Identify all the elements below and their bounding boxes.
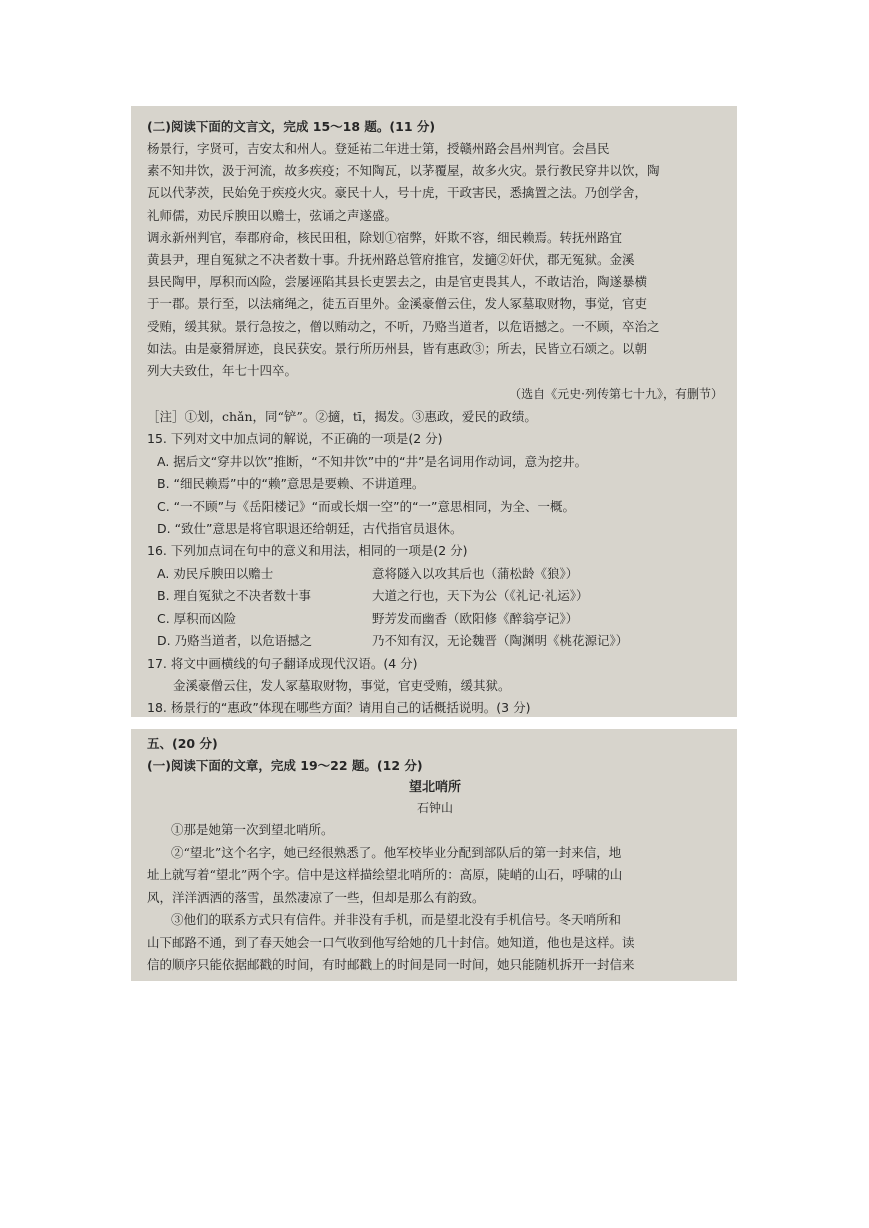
article-line: ①那是她第一次到望北哨所。 — [171, 822, 334, 837]
passage-line: 瓦以代茅茨，民始免于疾疫火灾。豪民十人，号十虎，干政害民，悉擒置之法。乃创学舍， — [147, 185, 648, 201]
option-left: B. 理自冤狱之不决者数十事 — [157, 588, 312, 604]
translation-sentence: 金溪豪僧云住，发人冢墓取财物，事觉，官吏受贿，缓其狱。 — [173, 677, 511, 693]
option-row — [147, 630, 723, 652]
section-heading: (二)阅读下面的文言文，完成 15～18 题。(11 分) — [147, 119, 436, 134]
exam-photo-classical-chinese — [131, 106, 737, 717]
article-author: 石钟山 — [416, 801, 453, 815]
option-left: C. 厚积而凶险 — [157, 610, 237, 626]
passage-source: （选自《元史·列传第七十九》，有删节） — [509, 387, 723, 402]
passage-note: ［注］①划，chǎn，同“铲”。②擿，tī，揭发。③惠政，爱民的政绩。 — [147, 409, 537, 425]
article-line: ②“望北”这个名字，她已经很熟悉了。他军校毕业分配到部队后的第一封来信，地 — [171, 844, 622, 860]
option-right: 乃不知有汉，无论魏晋（陶渊明《桃花源记》） — [372, 633, 629, 649]
question-17 — [147, 653, 723, 697]
question-option: D. “致仕”意思是将官职退还给朝廷，古代指官员退休。 — [157, 521, 463, 537]
question-option: B. “细民赖焉”中的“赖”意思是要赖、不讲道理。 — [157, 476, 425, 492]
question-16 — [147, 540, 723, 652]
passage-line: 素不知井饮，汲于河流，故多疾疫；不知陶瓦，以茅覆屋，故多火灾。景行教民穿井以饮，陶 — [147, 163, 660, 179]
article-line: 址上就写着“望北”两个字。信中是这样描绘望北哨所的：高原，陡峭的山石，呼啸的山 — [147, 867, 623, 882]
question-stem: 18. 杨景行的“惠政”体现在哪些方面？请用自己的话概括说明。(3 分) — [147, 699, 531, 715]
passage-line: 黄县尹，理自冤狱之不决者数十事。升抚州路总管府推官，发擿②奸伏，郡无冤狱。金溪 — [147, 252, 635, 268]
option-left: D. 乃赂当道者，以危语撼之 — [157, 633, 313, 649]
question-18 — [147, 697, 723, 717]
question-stem: 17. 将文中画横线的句子翻译成现代汉语。(4 分) — [147, 655, 418, 671]
article-line: 山下邮路不通，到了春天她会一口气收到他写给她的几十封信。她知道，他也是这样。读 — [147, 934, 635, 950]
passage-line: 于一郡。景行至，以法痛绳之，徒五百里外。金溪豪僧云住，发人冢墓取财物，事觉，官吏 — [147, 296, 648, 312]
passage-line: 受贿，缓其狱。景行急按之，僧以贿动之，不听，乃赂当道者，以危语撼之。一不顾，卒治之 — [147, 318, 660, 334]
sub-heading: (一)阅读下面的文章，完成 19～22 题。(12 分) — [147, 758, 423, 773]
passage-line: 县民陶甲，厚积而凶险，尝屡诬陷其县长吏罢去之，由是官吏畏其人，不敢诘治，陶遂暴横 — [147, 274, 648, 290]
article-line: ③他们的联系方式只有信件。并非没有手机，而是望北没有手机信号。冬天哨所和 — [171, 912, 622, 927]
option-row — [147, 585, 723, 607]
passage-line: 如法。由是豪猾屏迹，良民获安。景行所历州县，皆有惠政③；所去，民皆立石颂之。以朝 — [147, 340, 648, 356]
question-stem: 16. 下列加点词在句中的意义和用法，相同的一项是(2 分) — [147, 543, 468, 559]
question-option: A. 据后文“穿井以饮”推断，“不知井饮”中的“井”是名词用作动词，意为挖井。 — [157, 453, 588, 469]
option-right: 野芳发而幽香（欧阳修《醉翁亭记》） — [372, 610, 579, 626]
exam-photo-modern-reading — [131, 729, 737, 981]
question-15 — [147, 428, 723, 540]
article-line: 风，洋洋洒洒的落雪，虽然凄凉了一些，但却是那么有韵致。 — [147, 889, 485, 905]
option-right: 大道之行也，天下为公（《礼记·礼运》） — [372, 588, 589, 604]
option-right: 意将隧入以攻其后也（蒲松龄《狼》） — [372, 565, 579, 581]
question-stem: 15. 下列对文中加点词的解说，不正确的一项是(2 分) — [147, 431, 443, 447]
passage-line: 杨景行，字贤可，吉安太和州人。登延祐二年进士第，授赣州路会昌州判官。会昌民 — [147, 141, 610, 156]
passage-line: 礼师儒，劝民斥腴田以赡士，弦诵之声遂盛。 — [147, 207, 398, 223]
option-row — [147, 563, 723, 585]
article-line: 信的顺序只能依据邮戳的时间，有时邮戳上的时间是同一时间，她只能随机拆开一封信来 — [147, 957, 635, 972]
classical-passage — [147, 138, 723, 382]
passage-line: 调永新州判官，奉郡府命，核民田租，除划①宿弊，奸欺不容，细民赖焉。转抚州路宜 — [147, 229, 623, 245]
passage-line: 列大夫致仕，年七十四卒。 — [147, 363, 298, 379]
question-option: C. “一不顾”与《岳阳楼记》“而或长烟一空”的“一”意思相同，为全、一概。 — [157, 498, 576, 514]
option-left: A. 劝民斥腴田以赡士 — [157, 565, 274, 581]
article-title: 望北哨所 — [408, 780, 461, 795]
part-heading: 五、(20 分) — [147, 736, 218, 751]
option-row — [147, 608, 723, 630]
